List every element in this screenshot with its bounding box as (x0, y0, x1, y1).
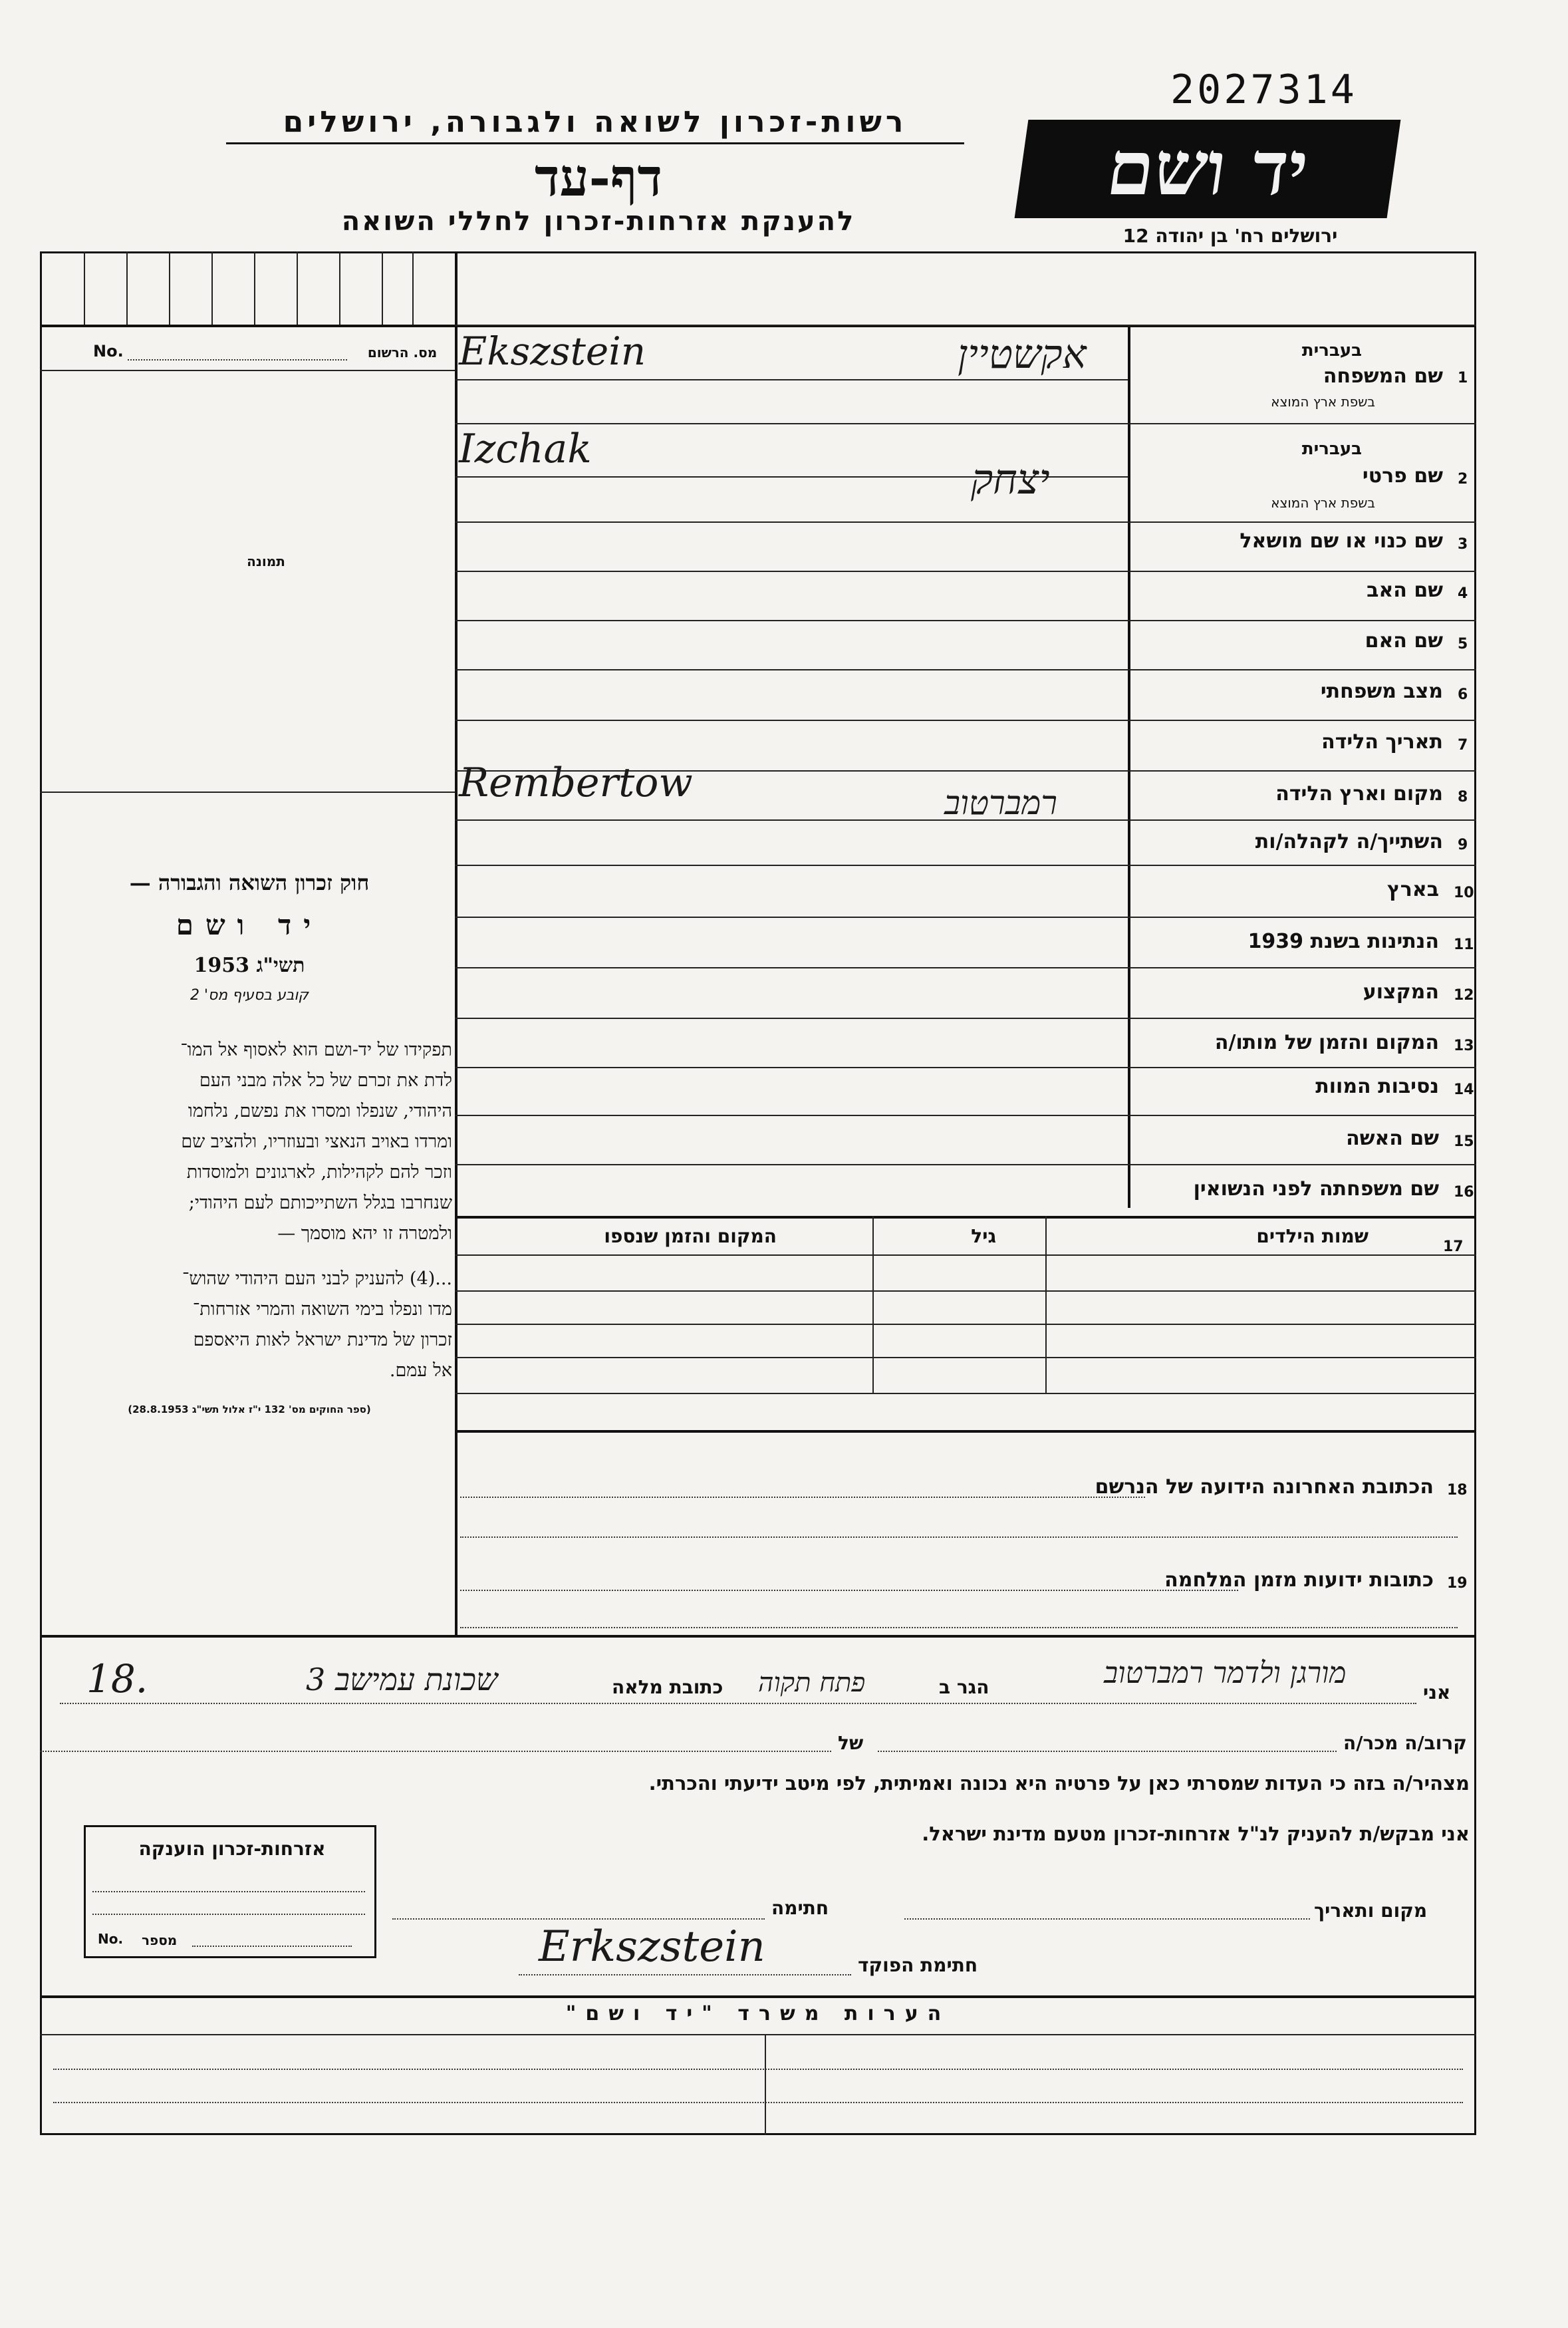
left-column-divider (455, 251, 457, 1635)
resides-value: פתח תקוה (758, 1668, 866, 1698)
war-addresses-label: כתובות ידועות מזמן המלחמה (1164, 1568, 1434, 1592)
request: אני מבקש/ת להעניק לנ"ל אזרחות-זכרון מטעם מדינת ישראל. (922, 1822, 1470, 1845)
relative-line (878, 1751, 1337, 1752)
remarks-divider (765, 2034, 766, 2135)
relative-label: קרוב/ה מכר/ה (1343, 1732, 1467, 1754)
war-addresses-line (460, 1590, 1238, 1591)
law-line: מדו ונפלו בימי השואה והמרי אזרחות־ (192, 1299, 452, 1320)
children-col-age: גיל (971, 1225, 996, 1247)
field-1-label: שם המשפחה (1323, 364, 1443, 388)
field-1-hebrew-label: בעברית (1301, 341, 1362, 361)
label-column-divider (1128, 325, 1130, 1208)
field-11-label: הנתינות בשנת 1939 (1247, 930, 1439, 953)
citizenship-box-number-label: מספר (142, 1932, 178, 1948)
law-line: ...(4) להעניק לבני העם היהודי שהוש־ (182, 1268, 452, 1289)
field-1-origin-label: בשפת ארץ המוצא (1271, 394, 1375, 410)
remarks-header-line (40, 2034, 1476, 2035)
citizenship-box (84, 1825, 376, 1958)
field-15-number: 15 (1454, 1133, 1474, 1150)
field-3-label: שם כנוי או שם מושאל (1240, 529, 1443, 553)
declaration-line-1 (60, 1703, 1416, 1704)
field-7-label: תאריך הלידה (1321, 730, 1443, 754)
law-line: שנחרבו בגלל השתייכותם לעם היהודי; (188, 1193, 452, 1213)
field-13-label: המקום והזמן של מותו/ה (1214, 1031, 1439, 1054)
official-signature: Erkszstein (539, 1922, 765, 1971)
war-addresses-line-2 (460, 1627, 1458, 1628)
field-4-label: שם האב (1367, 579, 1443, 602)
law-gazette: (ספר החוקים מס' 132 י"ז אלול תשי"ג 28.8.1953) (128, 1403, 371, 1415)
field-8-label: מקום וארץ הלידה (1275, 782, 1443, 805)
logo-text: יד ושם (1101, 125, 1314, 212)
field-2-number: 2 (1458, 471, 1468, 488)
field-10-number: 10 (1454, 885, 1474, 901)
statement: מצהיר/ה בזה כי העדות שמסרתי כאן על פרטיה היא נכונה ואמיתית, לפי מיטב ידיעתי והכרתי. (648, 1772, 1470, 1795)
war-addresses-number: 19 (1447, 1575, 1468, 1592)
remarks-title: הערות משרד "יד ושם" (565, 2002, 951, 2025)
citizenship-box-title: אזרחות-זכרון הוענקה (138, 1838, 326, 1860)
last-address-line-2 (460, 1536, 1458, 1538)
field-14-label: נסיבות המוות (1315, 1075, 1439, 1098)
official-signature-line (519, 1974, 851, 1975)
resides-label: הגר ב (939, 1676, 989, 1698)
field-16-number: 16 (1454, 1184, 1474, 1201)
field-13-number: 13 (1454, 1038, 1474, 1054)
field-1-hebrew-value: אקשטיין (958, 331, 1087, 378)
last-address-number: 18 (1447, 1482, 1468, 1499)
field-8-origin-value: Rembertow (459, 760, 693, 806)
title-underline (226, 142, 964, 144)
field-9-number: 9 (1458, 837, 1468, 853)
field-6-number: 6 (1458, 686, 1468, 703)
law-line: אל עמם. (389, 1360, 452, 1381)
declaration-ani: אני (1423, 1681, 1451, 1703)
field-15-label: שם האשה (1346, 1127, 1439, 1150)
last-address-label: הכתובת האחרונה הידועה של הנרשם (1095, 1475, 1434, 1499)
place-date-label: מקום ותאריך (1314, 1900, 1428, 1922)
address-value: שכונת עמישב 3 (306, 1662, 498, 1697)
children-number: 17 (1443, 1238, 1464, 1255)
fields-bottom (455, 1216, 1476, 1219)
registry-label: מס. הרשום (367, 345, 438, 361)
field-5-number: 5 (1458, 636, 1468, 653)
address-number: 18. (86, 1656, 148, 1701)
full-address-label: כתובת מלאה (612, 1676, 723, 1698)
field-12-number: 12 (1454, 987, 1474, 1004)
field-1-number: 1 (1458, 370, 1468, 386)
field-1-top (455, 325, 1476, 326)
law-line: ומרדו באויב הנאצי ובעוזריו, ולהציב שם (181, 1131, 452, 1152)
field-9-label: השתייך/ה לקהלה/ות (1255, 830, 1443, 853)
photo-label: תמונה (247, 553, 285, 569)
photo-area-line (40, 792, 455, 793)
place-date-line (904, 1918, 1310, 1920)
field-2-hebrew-value: יצחק (971, 455, 1050, 504)
registry-no-label: No. (93, 342, 124, 361)
field-8-number: 8 (1458, 789, 1468, 805)
addresses-bottom (40, 1635, 1476, 1638)
signature-label: חתימה (771, 1897, 829, 1919)
remarks-top (40, 1995, 1476, 1998)
field-6-label: מצב משפחתי (1320, 680, 1443, 703)
field-1-bottom (455, 423, 1476, 424)
field-1-mid (455, 379, 1128, 380)
field-14-number: 14 (1454, 1082, 1474, 1098)
field-10-label: בארץ (1386, 878, 1439, 901)
declarant-name: מורגן ולדמר רמברטוב (1104, 1656, 1347, 1690)
law-text (47, 1035, 452, 1386)
field-8-hebrew-value: רמברטוב (944, 784, 1057, 822)
law-line: לדת את זכרם של כל אלה מבני העם (199, 1070, 452, 1091)
last-address-line (460, 1497, 1145, 1498)
of-line (40, 1751, 831, 1752)
form-title: דף-עד (535, 148, 662, 208)
law-year: תשי"ג 1953 (194, 954, 305, 977)
law-line: היהודי, שנפלו ומסרו את נפשם, נלחמו (188, 1101, 452, 1121)
field-11-number: 11 (1454, 937, 1474, 953)
form-subtitle: להענקת אזרחות-זכרון לחללי השואה (341, 206, 856, 237)
field-4-number: 4 (1458, 585, 1468, 602)
law-line: ולמטרה זו יהא מוסמך — (277, 1223, 452, 1244)
law-line: תפקידו של יד-ושם הוא לאסוף אל המו־ (180, 1040, 452, 1060)
field-3-number: 3 (1458, 536, 1468, 553)
official-signature-label: חתימת הפוקד (858, 1954, 978, 1976)
address: ירושלים רח' בן יהודה 12 (1122, 225, 1338, 247)
document-number: 2027314 (1170, 67, 1357, 113)
registry-row-line (40, 370, 455, 371)
field-2-origin-label: בשפת ארץ המוצא (1271, 495, 1375, 511)
law-title: חוק זכרון השואה והגבורה — (129, 870, 370, 895)
signature-line (392, 1918, 765, 1920)
law-name: יד ושם (176, 909, 323, 941)
field-7-number: 7 (1458, 737, 1468, 754)
law-line: זכרון של מדינת ישראל לאות היאספם (193, 1330, 452, 1350)
field-5-label: שם האם (1365, 629, 1443, 653)
yad-vashem-logo (1015, 120, 1401, 218)
remarks-line-2 (53, 2102, 1463, 2103)
field-2-hebrew-label: בעברית (1301, 439, 1362, 459)
field-12-label: המקצוע (1363, 980, 1439, 1004)
field-2-origin-value: Izchak (459, 426, 592, 472)
children-col-names: שמות הילדים (1256, 1225, 1369, 1247)
field-2-label: שם פרטי (1362, 464, 1443, 488)
authority-title: רשות-זכרון לשואה ולגבורה, ירושלים (283, 105, 908, 139)
field-2-bottom (455, 521, 1476, 523)
field-1-origin-value: Ekszstein (459, 329, 646, 374)
citizenship-box-no: No. (98, 1931, 124, 1947)
law-clause: קובע בסעיף מס' 2 (190, 987, 309, 1004)
law-line: וזכר להם לקהילות, לארגונים ולמוסדות (186, 1162, 452, 1183)
of-label: של (838, 1732, 864, 1754)
children-bottom (455, 1430, 1476, 1433)
remarks-line-1 (53, 2069, 1463, 2070)
registry-no-line (128, 359, 347, 361)
field-16-label: שם משפחתה לפני הנשואין (1193, 1177, 1439, 1201)
children-col-place: המקום והזמן שנספו (604, 1225, 777, 1247)
